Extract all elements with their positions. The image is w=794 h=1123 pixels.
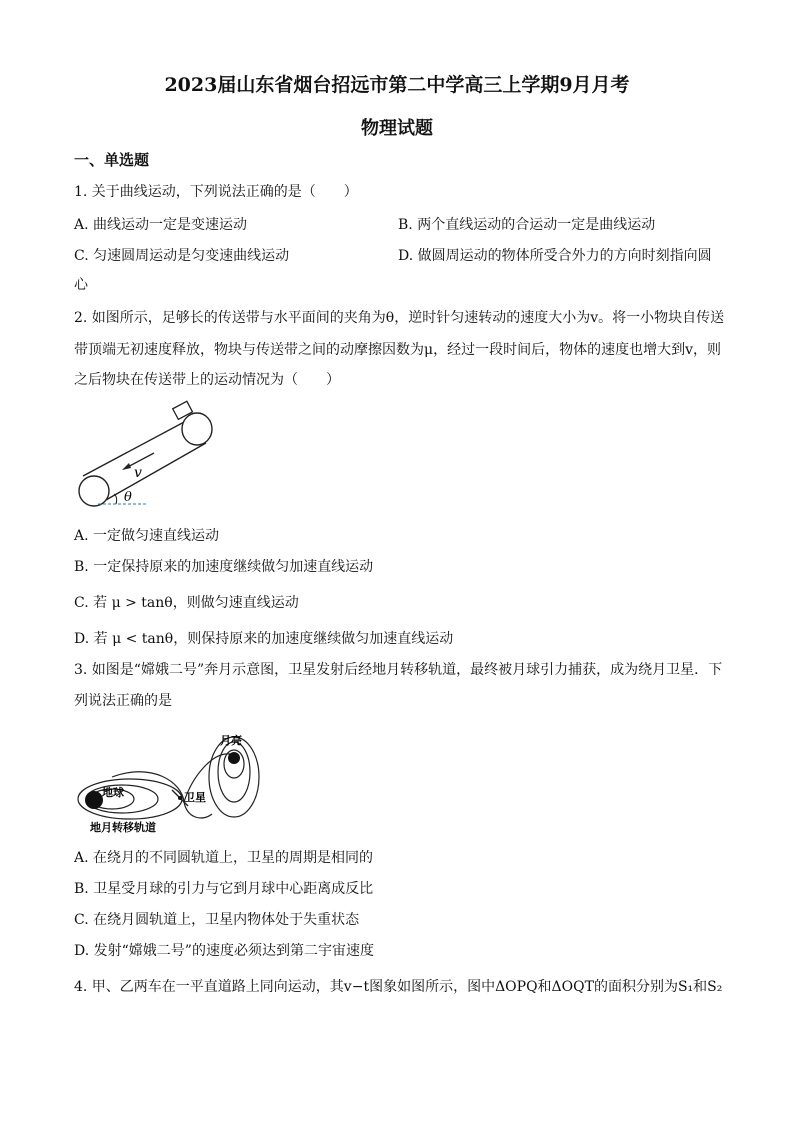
q3-stem-line-1: 3. 如图是“嫦娥二号”奔月示意图，卫星发射后经地月转移轨道，最终被月球引力捕获，成为绕月卫星．下 bbox=[74, 662, 723, 678]
earth-label: 地球 bbox=[102, 786, 124, 799]
q3-option-b: B. 卫星受月球的引力与它到月球中心距离成反比 bbox=[74, 881, 374, 897]
q2-option-a: A. 一定做匀速直线运动 bbox=[74, 528, 220, 544]
satellite bbox=[178, 796, 182, 800]
moon-orbit-outer bbox=[209, 737, 259, 817]
moon bbox=[228, 752, 240, 764]
q2-stem-line-3: 之后物块在传送带上的运动情况为（ ） bbox=[74, 372, 340, 388]
q3-option-c: C. 在绕月圆轨道上，卫星内物体处于失重状态 bbox=[74, 912, 360, 928]
velocity-label: v bbox=[134, 465, 142, 481]
q1-option-b: B. 两个直线运动的合运动一定是曲线运动 bbox=[398, 217, 656, 233]
q1-option-d: D. 做圆周运动的物体所受合外力的方向时刻指向圆 bbox=[398, 248, 712, 264]
exam-subject: 物理试题 bbox=[361, 118, 433, 139]
bottom-pulley bbox=[79, 476, 109, 506]
q2-stem-line-1: 2. 如图所示，足够长的传送带与水平面间的夹角为θ，逆时针匀速转动的速度大小为v。将一小物块自传送 bbox=[74, 310, 725, 326]
q1-option-a: A. 曲线运动一定是变速运动 bbox=[74, 217, 248, 233]
conveyor-belt-figure bbox=[72, 400, 222, 512]
velocity-arrow-head bbox=[122, 463, 131, 470]
q3-option-d: D. 发射“嫦娥二号”的速度必须达到第二宇宙速度 bbox=[74, 943, 374, 959]
q1-stem: 1. 关于曲线运动，下列说法正确的是（ ） bbox=[74, 184, 358, 200]
section-heading: 一、单选题 bbox=[74, 151, 150, 169]
transfer-orbit-label: 地月转移轨道 bbox=[90, 821, 156, 834]
lunar-transfer-figure bbox=[72, 722, 262, 840]
earth bbox=[85, 791, 103, 809]
angle-label: θ bbox=[124, 490, 132, 505]
moon-label: 月亮 bbox=[220, 734, 242, 747]
q2-option-b: B. 一定保持原来的加速度继续做匀加速直线运动 bbox=[74, 559, 374, 575]
q1-option-c: C. 匀速圆周运动是匀变速曲线运动 bbox=[74, 248, 290, 264]
q2-stem-line-2: 带顶端无初速度释放，物块与传送带之间的动摩擦因数为μ，经过一段时间后，物体的速度也增大到v，则 bbox=[74, 342, 722, 358]
q3-option-a: A. 在绕月的不同圆轨道上，卫星的周期是相同的 bbox=[74, 850, 374, 866]
q4-stem-line-1: 4. 甲、乙两车在一平直道路上同向运动，其v−t图象如图所示，图中ΔOPQ和ΔOQT的面积分别为S₁和S₂ bbox=[74, 979, 723, 995]
q2-option-c: C. 若 μ > tanθ，则做匀速直线运动 bbox=[74, 595, 299, 611]
top-pulley bbox=[182, 413, 212, 445]
q1-option-d-continued: 心 bbox=[74, 277, 88, 293]
satellite-label: 卫星 bbox=[184, 791, 206, 804]
moon-orbit-middle bbox=[218, 742, 250, 802]
q2-option-d: D. 若 μ < tanθ，则保持原来的加速度继续做匀加速直线运动 bbox=[74, 631, 454, 647]
q3-stem-line-2: 列说法正确的是 bbox=[74, 693, 172, 709]
exam-title: 2023届山东省烟台招远市第二中学高三上学期9月月考 bbox=[164, 74, 630, 96]
